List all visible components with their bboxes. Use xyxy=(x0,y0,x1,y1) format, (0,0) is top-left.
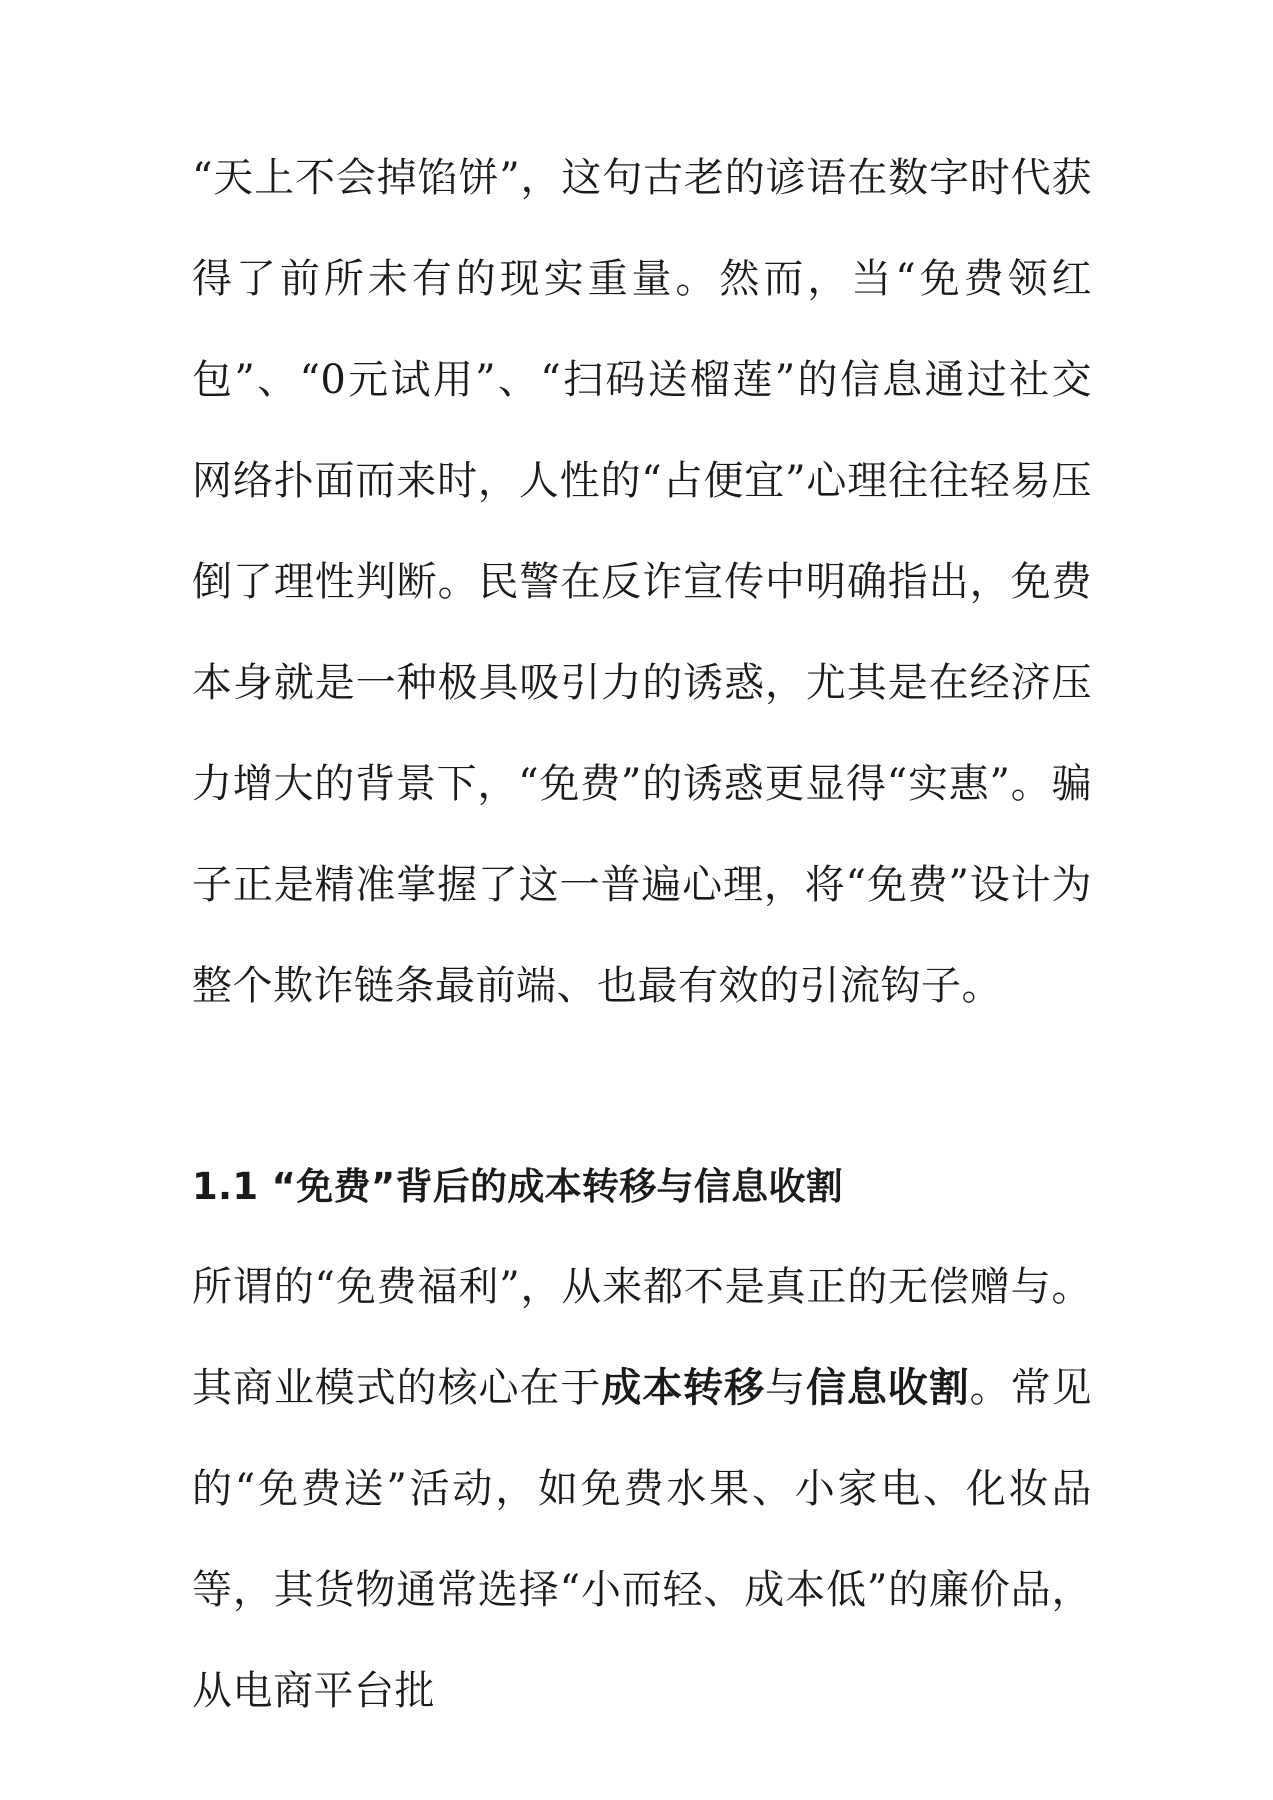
section-paragraph xyxy=(192,1237,1092,1742)
paragraph-text: 与 xyxy=(765,1365,806,1411)
section-heading: 1.1 “免费”背后的成本转移与信息收割 xyxy=(192,1165,844,1208)
intro-paragraph: “天上不会掉馅饼”，这句古老的谚语在数字时代获得了前所未有的现实重量。然而，当“免费领红包”、“0元试用”、“扫码送榴莲”的信息通过社交网络扑面而来时，人性的“占便宜”心理往往轻易压倒了理性判断。民警在反诈宣传中明确指出，免费本身就是一种极具吸引力的诱惑，尤其是在经济压力增大的背景下，“免费”的诱惑更显得“实惠”。骗子正是精准掌握了这一普遍心理，将“免费”设计为整个欺诈链条最前端、也最有效的引流钩子。 xyxy=(192,155,1092,1009)
document-body xyxy=(192,128,1092,1742)
paragraph-text: 。常见的“免费送”活动，如免费水果、小家电、化妆品等，其货物通常选择“小而轻、成本低”的廉价品，从电商平台批 xyxy=(192,1365,1093,1714)
paragraph-text: 所谓的“免费福利”，从来都不是真正的无偿赠与。其商业模式的核心在于 xyxy=(192,1264,1092,1411)
bold-term-info-harvest: 信息收割 xyxy=(805,1365,970,1411)
bold-term-cost-transfer: 成本转移 xyxy=(601,1365,766,1411)
